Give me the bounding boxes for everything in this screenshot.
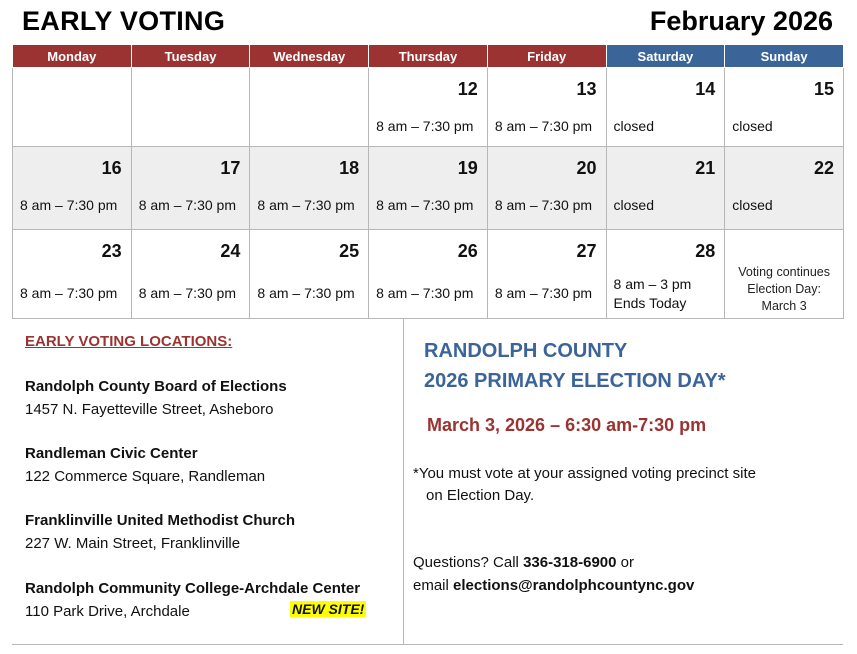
day-hours: 8 am – 7:30 pm xyxy=(376,118,474,134)
location-address: 1457 N. Fayetteville Street, Asheboro xyxy=(25,401,274,418)
election-day-note xyxy=(725,264,843,315)
locations-heading: EARLY VOTING LOCATIONS: xyxy=(25,333,233,350)
day-number: 17 xyxy=(220,158,241,178)
month-title: February 2026 xyxy=(649,6,833,36)
day-header-monday: Monday xyxy=(13,45,132,68)
location-name: Randolph County Board of Elections xyxy=(25,378,287,395)
weekday-header-row xyxy=(13,45,844,68)
note-line: March 3 xyxy=(761,299,807,313)
location-item xyxy=(25,375,287,421)
locations-panel xyxy=(12,319,404,644)
day-hours: closed xyxy=(732,197,773,213)
day-hours: 8 am – 7:30 pm xyxy=(494,118,593,134)
day-number: 18 xyxy=(339,158,360,178)
location-address: 227 W. Main Street, Franklinville xyxy=(25,535,241,552)
day-cell-note xyxy=(725,230,844,319)
email-line xyxy=(413,574,694,597)
day-cell xyxy=(606,68,725,147)
calendar xyxy=(12,44,844,319)
day-cell xyxy=(13,147,132,230)
precinct-note-line: *You must vote at your assigned voting precinct site xyxy=(413,465,756,482)
week-row xyxy=(13,68,844,147)
day-number: 20 xyxy=(576,158,597,178)
location-address: 122 Commerce Square, Randleman xyxy=(25,468,266,485)
day-hours: 8 am – 7:30 pm xyxy=(376,285,474,301)
day-number: 23 xyxy=(101,241,122,261)
day-cell-empty xyxy=(131,68,250,147)
phone-number: 336-318-6900 xyxy=(523,554,617,571)
day-number: 27 xyxy=(576,241,597,261)
day-hours: 8 am – 7:30 pm xyxy=(138,285,236,301)
phone-line xyxy=(413,551,694,574)
election-heading-line: RANDOLPH COUNTY xyxy=(424,340,628,362)
location-item xyxy=(25,509,295,555)
election-panel xyxy=(404,319,843,644)
day-number: 14 xyxy=(695,79,716,99)
page-title: EARLY VOTING xyxy=(22,6,226,36)
day-hours: 8 am – 7:30 pm xyxy=(20,197,118,213)
info-section xyxy=(12,319,843,645)
election-heading-line: 2026 PRIMARY ELECTION DAY* xyxy=(424,370,726,392)
week-row xyxy=(13,230,844,319)
day-hours: 8 am – 7:30 pm xyxy=(494,197,593,213)
email-address: elections@randolphcountync.gov xyxy=(453,577,695,594)
questions-suffix: or xyxy=(616,554,634,571)
day-number: 24 xyxy=(220,241,241,261)
note-line: Election Day: xyxy=(747,282,821,296)
location-name: Franklinville United Methodist Church xyxy=(25,512,296,529)
day-cell xyxy=(487,147,606,230)
questions-prefix: Questions? Call xyxy=(413,554,524,571)
day-hours xyxy=(614,275,692,313)
day-cell xyxy=(725,68,844,147)
email-prefix: email xyxy=(413,577,454,594)
day-hours: closed xyxy=(613,118,654,134)
day-cell xyxy=(369,68,488,147)
day-cell xyxy=(606,147,725,230)
election-heading xyxy=(424,336,726,396)
day-number: 26 xyxy=(457,241,478,261)
day-hours: 8 am – 7:30 pm xyxy=(257,197,355,213)
day-cell-empty xyxy=(250,68,369,147)
day-cell xyxy=(487,230,606,319)
location-address: 110 Park Drive, Archdale xyxy=(25,603,190,620)
day-cell xyxy=(131,147,250,230)
day-header-wednesday: Wednesday xyxy=(250,45,369,68)
day-cell xyxy=(725,147,844,230)
note-line: Voting continues xyxy=(738,265,830,279)
new-site-badge: NEW SITE! xyxy=(292,601,365,617)
day-header-tuesday: Tuesday xyxy=(131,45,250,68)
day-number: 19 xyxy=(457,158,478,178)
day-cell xyxy=(13,230,132,319)
day-number: 13 xyxy=(576,79,597,99)
day-number: 21 xyxy=(695,158,716,178)
day-number: 15 xyxy=(813,79,834,99)
day-cell xyxy=(487,68,606,147)
day-cell xyxy=(606,230,725,319)
day-hours: closed xyxy=(613,197,654,213)
day-header-friday: Friday xyxy=(487,45,606,68)
day-number: 25 xyxy=(339,241,360,261)
day-number: 22 xyxy=(813,158,834,178)
day-header-saturday: Saturday xyxy=(606,45,725,68)
precinct-note xyxy=(413,463,833,507)
day-cell xyxy=(250,230,369,319)
day-hours: 8 am – 7:30 pm xyxy=(20,285,118,301)
day-number: 28 xyxy=(695,241,716,261)
day-cell xyxy=(250,147,369,230)
day-header-sunday: Sunday xyxy=(725,45,844,68)
day-hours: 8 am – 7:30 pm xyxy=(257,285,355,301)
contact-info xyxy=(413,551,694,597)
day-cell xyxy=(369,147,488,230)
day-cell xyxy=(131,230,250,319)
day-header-thursday: Thursday xyxy=(369,45,488,68)
day-cell xyxy=(369,230,488,319)
election-date-hours: March 3, 2026 – 6:30 am-7:30 pm xyxy=(427,415,707,435)
day-cell-empty xyxy=(13,68,132,147)
location-name: Randleman Civic Center xyxy=(25,445,198,462)
day-number: 16 xyxy=(101,158,122,178)
week-row xyxy=(13,147,844,230)
location-name: Randolph Community College-Archdale Center xyxy=(25,580,361,597)
day-hours-ends-today: Ends Today xyxy=(613,295,687,311)
precinct-note-line: on Election Day. xyxy=(426,487,535,504)
location-item xyxy=(25,442,265,488)
day-hours: closed xyxy=(732,118,773,134)
day-number: 12 xyxy=(457,79,478,99)
day-hours: 8 am – 7:30 pm xyxy=(138,197,236,213)
day-hours: 8 am – 7:30 pm xyxy=(494,285,593,301)
day-hours-line: 8 am – 3 pm xyxy=(613,276,692,292)
day-hours: 8 am – 7:30 pm xyxy=(376,197,474,213)
